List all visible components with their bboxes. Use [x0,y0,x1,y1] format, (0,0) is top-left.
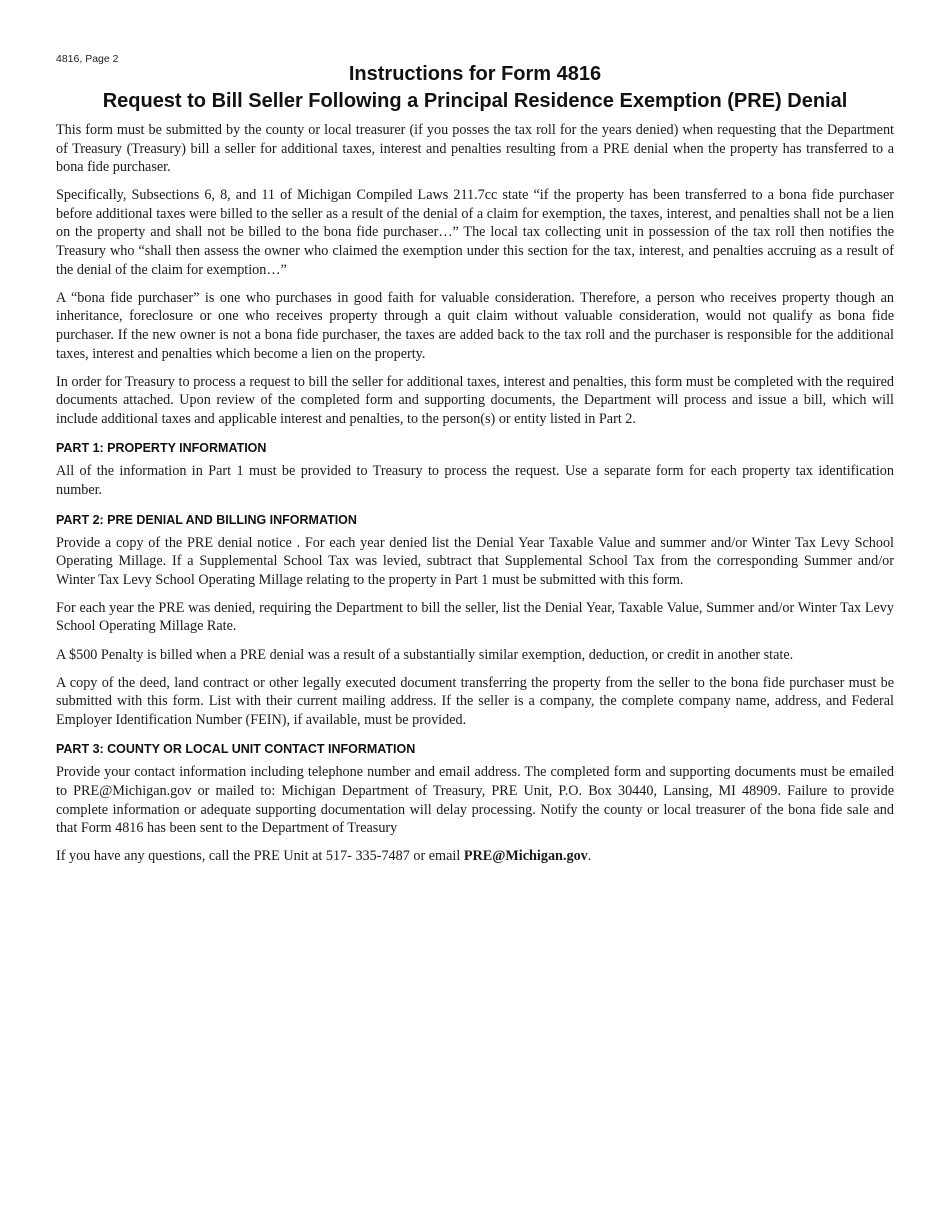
part2-paragraph: A $500 Penalty is billed when a PRE denial was a result of a substantially similar exemption, deduction, or credit in another state. [56,646,794,663]
part2-paragraph: For each year the PRE was denied, requiring the Department to bill the seller, list the Denial Year, Taxable Value, Summer and/or Winter Tax Levy School Operating Millage Rate. [56,599,894,635]
part1-heading: PART 1: PROPERTY INFORMATION [56,441,267,456]
intro-paragraph: This form must be submitted by the county or local treasurer (if you posses the tax roll for the years denied) when requesting that the Department of Treasury (Treasury) bill a seller for additional taxes, interest and penalties resulting from a PRE denial when the property has transferred to a bona fide purchaser. [56,122,894,176]
document-title: Instructions for Form 4816 [348,63,602,85]
document-subtitle: Request to Bill Seller Following a Principal Residence Exemption (PRE) Denial [102,90,848,112]
part3-paragraph: Provide your contact information including telephone number and email address. The completed form and supporting documents must be emailed to PRE@Michigan.gov or mailed to: Michigan Department of Treasury, PRE Unit, P.O. Box 30440, Lansing, MI 48909. Failure to provide complete information or adequate supporting documentation will delay processing. Notify the county or local treasurer of the bona fide sale and that Form 4816 has been sent to the Department of Treasury [56,764,894,837]
instructions-body [56,121,894,875]
intro-paragraph: In order for Treasury to process a request to bill the seller for additional taxes, interest and penalties, this form must be completed with the required documents attached. Upon review of the completed form and supporting documents, the Department will process and issue a bill, which will include additional taxes and applicable interest and penalties, to the person(s) or entity listed in Part 2. [56,373,894,427]
closing-paragraph [56,847,894,866]
closing-period: . [587,848,592,865]
part1-paragraph: All of the information in Part 1 must be provided to Treasury to process the request. Use a separate form for each property tax identification number. [56,463,894,498]
intro-paragraph: Specifically, Subsections 6, 8, and 11 of Michigan Compiled Laws 211.7cc state “if the property has been transferred to a bona fide purchaser before additional taxes were billed to the seller as a result of the denial of a claim for exemption, the taxes, interest, and penalties shall not be a lien on the property and shall not be billed to the bona fide purchaser…” The local tax collecting unit in possession of the tax roll then notifies the Treasury who “shall then assess the owner who claimed the exemption under this section for the tax, interest, and penalties accruing as a result of the denial of the claim for exemption…” [56,187,894,278]
part2-paragraph: A copy of the deed, land contract or other legally executed document transferring the property from the seller to the bona fide purchaser must be submitted with this form. List with their current mailing address. If the seller is a company, the complete company name, address, and Federal Employer Identification Number (FEIN), if available, must be provided. [56,674,894,728]
part2-paragraph: Provide a copy of the PRE denial notice . For each year denied list the Denial Year Taxable Value and summer and/or Winter Tax Levy School Operating Millage. If a Supplemental School Tax was levied, subtract that Supplemental School Tax from the corresponding Summer and/or Winter Tax Levy School Operating Millage relating to the property in Part 1 must be submitted with this form. [56,534,894,588]
part3-heading: PART 3: COUNTY OR LOCAL UNIT CONTACT INFORMATION [56,742,416,757]
page-identifier: 4816, Page 2 [56,53,119,65]
intro-paragraph: A “bona fide purchaser” is one who purchases in good faith for valuable consideration. Therefore, a person who receives property though an inheritance, foreclosure or one who receives property through a quit claim without valuable consideration, would not qualify as bona fide purchaser. If the new owner is not a bona fide purchaser, the taxes are added back to the tax roll and the purchaser is responsible for the additional taxes, interest and penalties which become a lien on the property. [56,289,894,362]
document-title-block [0,62,950,116]
part2-heading: PART 2: PRE DENIAL AND BILLING INFORMATION [56,512,357,527]
contact-email-link[interactable]: PRE@Michigan.gov [463,848,588,865]
closing-text: If you have any questions, call the PRE Unit at 517- 335-7487 or email [56,848,464,865]
